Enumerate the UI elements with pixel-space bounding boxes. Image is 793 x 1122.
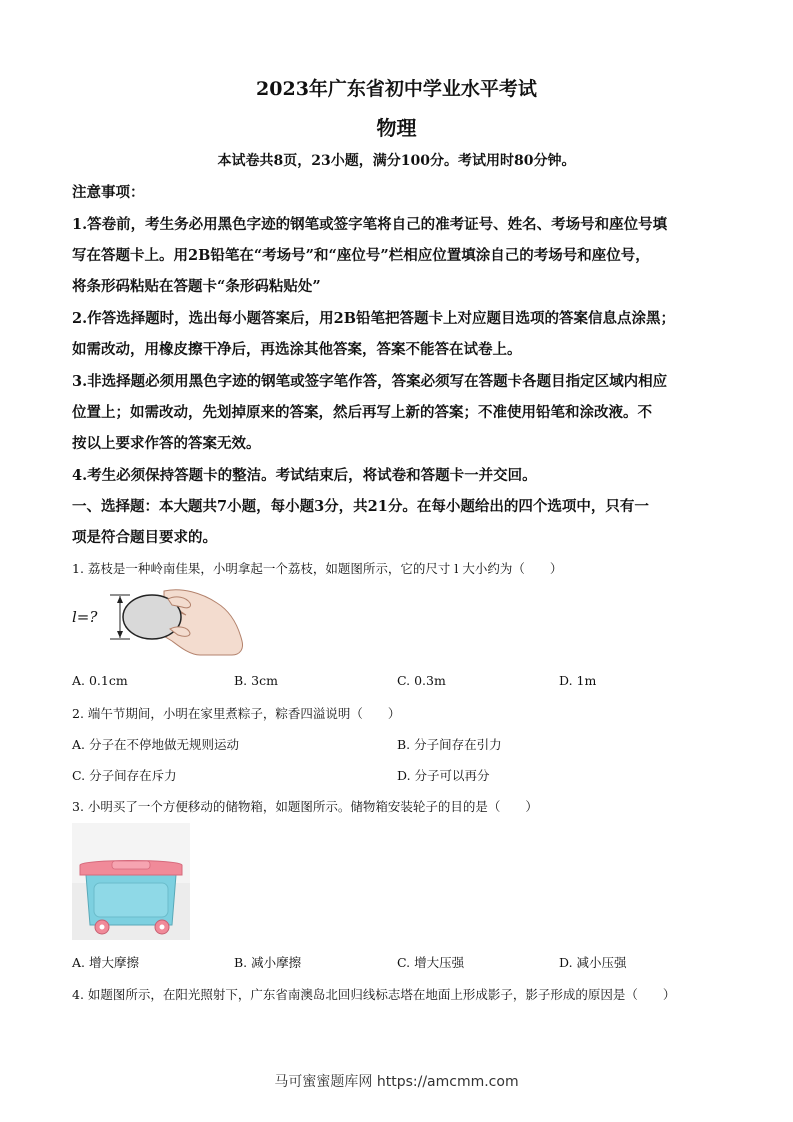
- question-3-stem: 3. 小明买了一个方便移动的储物箱，如题图所示。储物箱安装轮子的目的是（ ）: [72, 799, 538, 814]
- q1-option-a: A. 0.1cm: [72, 673, 128, 688]
- notes-line: 位置上；如需改动，先划掉原来的答案，然后再写上新的答案；不准使用铅笔和涂改液。不: [72, 404, 652, 421]
- exam-title: 2023年广东省初中学业水平考试: [256, 78, 537, 100]
- q2-option-c: C. 分子间存在斥力: [72, 768, 177, 783]
- q1-option-d: D. 1m: [559, 673, 597, 688]
- storage-box-figure: [72, 823, 190, 940]
- q2-option-d: D. 分子可以再分: [397, 768, 490, 783]
- q3-option-b: B. 减小摩擦: [234, 955, 302, 970]
- subject-title: 物理: [376, 116, 417, 140]
- notes-line: 1.答卷前，考生务必用黑色字迹的钢笔或签字笔将自己的准考证号、姓名、考场号和座位号填: [72, 216, 668, 233]
- section-heading: 项是符合题目要求的。: [72, 529, 217, 546]
- notes-line: 将条形码粘贴在答题卡“条形码粘贴处”: [72, 278, 321, 295]
- q3-option-d: D. 减小压强: [559, 955, 627, 970]
- notes-line: 如需改动，用橡皮擦干净后，再选涂其他答案，答案不能答在试卷上。: [72, 341, 522, 358]
- question-1-stem: 1. 荔枝是一种岭南佳果，小明拿起一个荔枝，如题图所示，它的尺寸 l 大小约为（ ）: [72, 561, 563, 576]
- question-4-stem: 4. 如题图所示，在阳光照射下，广东省南澳岛北回归线标志塔在地面上形成影子，影子形成的原因是（ ）: [72, 987, 676, 1002]
- notes-line: 写在答题卡上。用2B铅笔在“考场号”和“座位号”栏相应位置填涂自己的考场号和座位号，: [72, 247, 650, 264]
- section-heading: 一、选择题：本大题共7小题，每小题3分，共21分。在每小题给出的四个选项中，只有一: [72, 498, 649, 515]
- q2-option-a: A. 分子在不停地做无规则运动: [72, 737, 239, 752]
- notes-line: 3.非选择题必须用黑色字迹的钢笔或签字笔作答，答案必须写在答题卡各题目指定区域内相应: [72, 373, 668, 390]
- dimension-label: l=?: [72, 608, 98, 626]
- q3-option-c: C. 增大压强: [397, 955, 465, 970]
- question-2-stem: 2. 端午节期间，小明在家里煮粽子，粽香四溢说明（ ）: [72, 706, 401, 721]
- notes-line: 按以上要求作答的答案无效。: [72, 435, 261, 452]
- notes-line: 4.考生必须保持答题卡的整洁。考试结束后，将试卷和答题卡一并交回。: [72, 467, 537, 484]
- footer-watermark: 马可蜜蜜题库网 https://amcmm.com: [274, 1074, 519, 1090]
- exam-info: 本试卷共8页，23小题，满分100分。考试用时80分钟。: [217, 153, 576, 169]
- lychee-figure: [72, 585, 247, 657]
- q2-option-b: B. 分子间存在引力: [397, 737, 502, 752]
- notes-line: 2.作答选择题时，选出每小题答案后，用2B铅笔把答题卡上对应题目选项的答案信息点涂黑；: [72, 310, 675, 327]
- q1-option-b: B. 3cm: [234, 673, 278, 688]
- notes-heading: 注意事项：: [72, 184, 145, 201]
- q3-option-a: A. 增大摩擦: [72, 955, 139, 970]
- q1-option-c: C. 0.3m: [397, 673, 446, 688]
